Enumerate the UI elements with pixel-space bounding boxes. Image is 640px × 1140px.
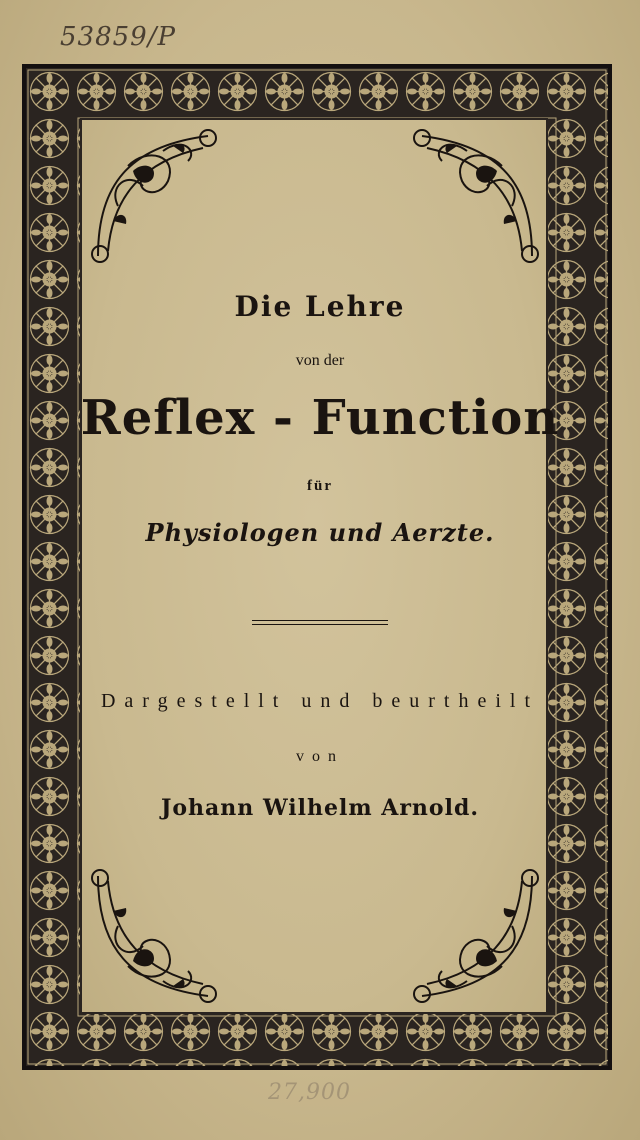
title-physiologen: Physiologen und Aerzte. (145, 518, 495, 547)
corner-ornament-bottom-left-icon (88, 866, 228, 1006)
handwritten-shelf-mark: 27,900 (268, 1080, 351, 1105)
byline-presented: Dargestellt und beurtheilt (100, 690, 540, 712)
handwritten-catalog-number: 53859/P (60, 22, 176, 52)
divider-rule-bottom (252, 624, 388, 625)
title-von-der: von der (295, 352, 345, 369)
title-reflex-function: Reflex - Function (80, 390, 560, 446)
corner-ornament-top-left-icon (88, 126, 228, 266)
divider-rule-top (252, 620, 388, 621)
author-name: Johann Wilhelm Arnold. (160, 795, 480, 821)
title-die-lehre: Die Lehre (234, 290, 406, 323)
corner-ornament-top-right-icon (402, 126, 542, 266)
title-fuer: für (307, 478, 333, 494)
byline-von: von (296, 748, 344, 765)
corner-ornament-bottom-right-icon (402, 866, 542, 1006)
